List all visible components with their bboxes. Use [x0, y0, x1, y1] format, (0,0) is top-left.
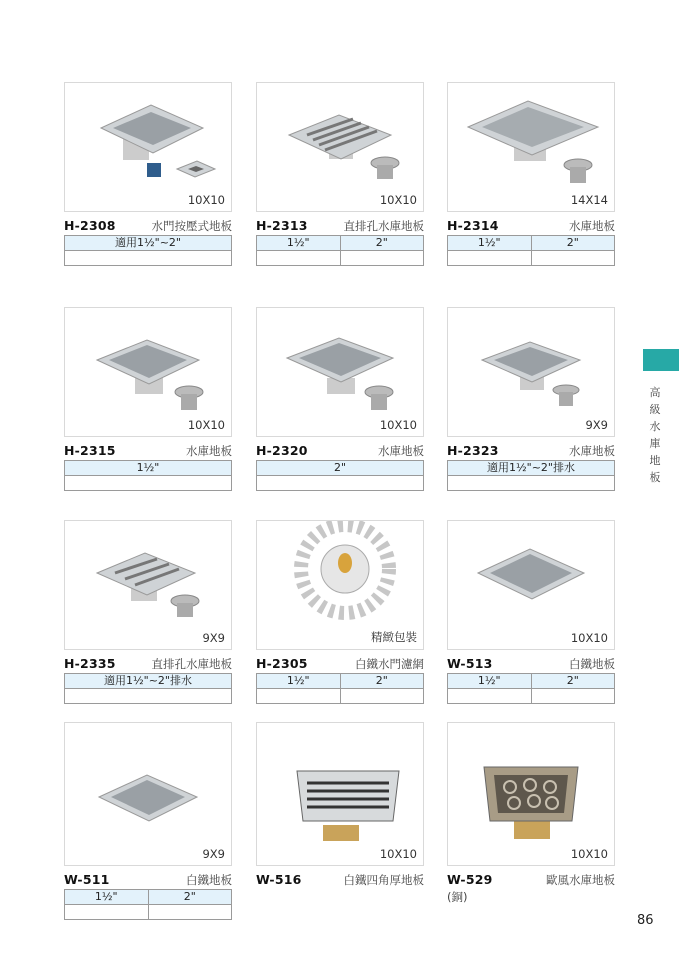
product-description: 白鐵地板 [569, 657, 615, 671]
product-photo [256, 82, 424, 212]
spec-cell: 2" [531, 236, 615, 251]
spec-cell [257, 476, 424, 491]
spec-cell: 2" [340, 236, 424, 251]
floor-drain-image [448, 723, 614, 865]
spec-cell: 2" [531, 674, 615, 689]
spec-cell: 適用1½"~2"排水 [448, 461, 615, 476]
product-description: 水庫地板 [569, 444, 615, 458]
product-card [64, 722, 232, 920]
product-description: 水庫地板 [569, 219, 615, 233]
spec-cell: 1½" [448, 674, 532, 689]
spec-table [447, 460, 615, 491]
spec-cell: 2" [257, 461, 424, 476]
size-label: 10X10 [187, 418, 225, 432]
spec-cell [340, 689, 424, 704]
size-label: 10X10 [379, 847, 417, 861]
product-description: 直排孔水庫地板 [343, 219, 424, 233]
floor-drain-image [448, 308, 614, 436]
spec-table [256, 673, 424, 704]
product-card [256, 82, 424, 266]
spec-cell [531, 689, 615, 704]
size-label: 9X9 [585, 418, 608, 432]
product-material: (銅) [447, 890, 468, 904]
product-code: H-2323 [447, 443, 499, 458]
product-code: H-2314 [447, 218, 499, 233]
product-description: 直排孔水庫地板 [151, 657, 232, 671]
spec-cell: 適用1½"~2" [65, 236, 232, 251]
product-code: H-2335 [64, 656, 116, 671]
floor-drain-image [65, 521, 231, 649]
spec-table [447, 235, 615, 266]
product-code: W-513 [447, 656, 493, 671]
product-photo [447, 722, 615, 866]
spec-table [447, 673, 615, 704]
size-label: 精緻包裝 [371, 630, 417, 644]
product-card [256, 722, 424, 888]
size-label: 9X9 [202, 847, 225, 861]
spec-cell [257, 689, 341, 704]
product-photo [447, 82, 615, 212]
size-label: 9X9 [202, 631, 225, 645]
spec-cell: 1½" [65, 890, 149, 905]
spec-cell [448, 251, 532, 266]
product-code: H-2315 [64, 443, 116, 458]
spec-cell [340, 251, 424, 266]
size-label: 10X10 [187, 193, 225, 207]
product-description: 白鐵四角厚地板 [343, 873, 424, 887]
section-tab [643, 349, 679, 371]
product-card [256, 307, 424, 491]
spec-table [256, 460, 424, 491]
spec-cell [257, 251, 341, 266]
product-code: W-516 [256, 872, 302, 887]
spec-cell: 1½" [448, 236, 532, 251]
product-photo [447, 307, 615, 437]
spec-table [64, 673, 232, 704]
spec-cell [531, 251, 615, 266]
spec-cell [65, 689, 232, 704]
size-label: 10X10 [570, 631, 608, 645]
product-code: H-2308 [64, 218, 116, 233]
product-description: 白鐵水門濾網 [355, 657, 424, 671]
product-photo [256, 520, 424, 650]
product-code: W-511 [64, 872, 110, 887]
product-code: H-2320 [256, 443, 308, 458]
product-description: 水門按壓式地板 [151, 219, 232, 233]
size-label: 14X14 [570, 193, 608, 207]
product-card [447, 520, 615, 704]
product-photo [256, 722, 424, 866]
product-description: 歐風水庫地板 [546, 873, 615, 887]
spec-cell: 1½" [257, 674, 341, 689]
product-photo [256, 307, 424, 437]
spec-cell [148, 905, 232, 920]
product-description: 水庫地板 [186, 444, 232, 458]
spec-cell: 2" [340, 674, 424, 689]
product-photo [64, 307, 232, 437]
spec-cell [65, 905, 149, 920]
product-code: H-2313 [256, 218, 308, 233]
product-card [64, 82, 232, 266]
size-label: 10X10 [570, 847, 608, 861]
product-card [447, 722, 615, 905]
product-code: W-529 [447, 872, 493, 887]
product-photo [64, 520, 232, 650]
floor-drain-image [65, 723, 231, 865]
spec-cell [65, 476, 232, 491]
product-card [447, 82, 615, 266]
size-label: 10X10 [379, 193, 417, 207]
product-code: H-2305 [256, 656, 308, 671]
spec-cell: 2" [148, 890, 232, 905]
spec-table [64, 235, 232, 266]
floor-drain-image [448, 521, 614, 649]
product-card [64, 307, 232, 491]
floor-drain-image [257, 723, 423, 865]
product-card [256, 520, 424, 704]
floor-drain-image [65, 308, 231, 436]
size-label: 10X10 [379, 418, 417, 432]
spec-cell [65, 251, 232, 266]
product-photo [64, 722, 232, 866]
floor-drain-image [257, 83, 423, 211]
page-number: 86 [637, 913, 654, 928]
spec-table [64, 889, 232, 920]
spec-cell: 適用1½"~2"排水 [65, 674, 232, 689]
product-card [447, 307, 615, 491]
spec-cell [448, 689, 532, 704]
floor-drain-image [65, 83, 231, 211]
product-photo [447, 520, 615, 650]
section-label: 高級水庫地板 [649, 386, 661, 484]
spec-cell [448, 476, 615, 491]
product-photo [64, 82, 232, 212]
spec-table [256, 235, 424, 266]
spec-cell: 1½" [257, 236, 341, 251]
product-card [64, 520, 232, 704]
spec-table [64, 460, 232, 491]
product-description: 水庫地板 [378, 444, 424, 458]
product-description: 白鐵地板 [186, 873, 232, 887]
spec-cell: 1½" [65, 461, 232, 476]
floor-drain-image [257, 308, 423, 436]
floor-drain-image [448, 83, 614, 211]
